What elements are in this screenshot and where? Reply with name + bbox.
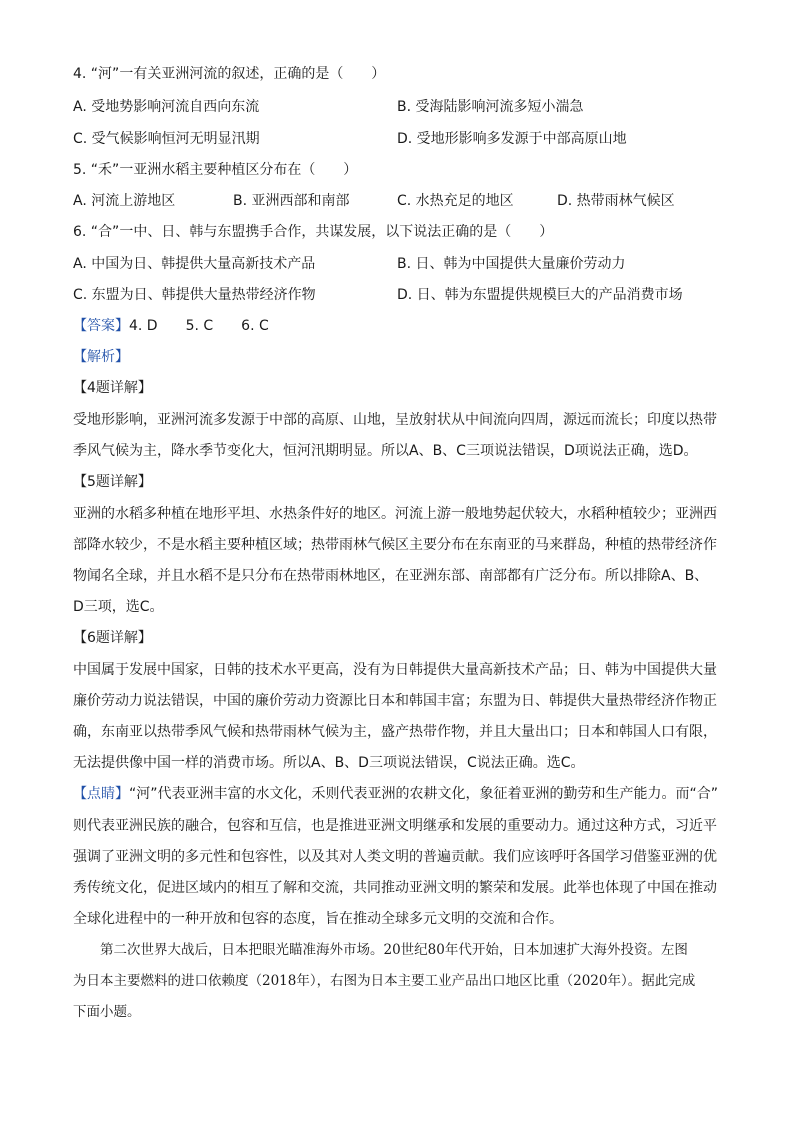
- detail-5-tag: 【5题详解】: [73, 474, 152, 490]
- answer-line: [73, 316, 269, 336]
- question-5-option-b: B. 亚洲西部和南部: [233, 193, 350, 209]
- detail-6-line: 确，东南亚以热带季风气候和热带雨林气候为主，盛产热带作物，并且大量出口；日本和韩国人口有限，: [73, 724, 717, 740]
- question-4-stem: 4. “河”一有关亚洲河流的叙述，正确的是（ ）: [73, 66, 386, 82]
- question-5-stem: 5. “禾”一亚洲水稻主要种植区分布在（ ）: [73, 162, 358, 178]
- question-4-option-a: A. 受地势影响河流自西向东流: [73, 99, 260, 115]
- intro-line: 为日本主要燃料的进口依赖度（2018年），右图为日本主要工业产品出口地区比重（2020年）。据此完成: [73, 973, 696, 989]
- question-6-stem: 6. “合”一中、日、韩与东盟携手合作，共谋发展，以下说法正确的是（ ）: [73, 224, 554, 240]
- comment-first-text: “河”代表亚洲丰富的水文化，禾则代表亚洲的农耕文化，象征着亚洲的勤劳和生产能力。而“合”: [129, 786, 719, 802]
- detail-5-line: 部降水较少，不是水稻主要种植区域；热带雨林气候区主要分布在东南亚的马来群岛，种植的热带经济作: [73, 537, 717, 553]
- detail-5-line: 物闻名全球，并且水稻不是只分布在热带雨林地区，在亚洲东部、南部都有广泛分布。所以排除A、B、: [73, 568, 709, 584]
- comment-line: 强调了亚洲文明的多元性和包容性，以及其对人类文明的普遍贡献。我们应该呼吁各国学习借鉴亚洲的优: [73, 849, 717, 865]
- detail-5-line: 亚洲的水稻多种植在地形平坦、水热条件好的地区。河流上游一般地势起伏较大，水稻种植较少；亚洲西: [73, 506, 717, 522]
- detail-6-line: 廉价劳动力说法错误，中国的廉价劳动力资源比日本和韩国丰富；东盟为日、韩提供大量热带经济作物正: [73, 693, 717, 709]
- detail-6-line: 中国属于发展中国家，日韩的技术水平更高，没有为日韩提供大量高新技术产品；日、韩为中国提供大量: [73, 662, 717, 678]
- answer-tag: 【答案】: [73, 318, 129, 334]
- answer-text: 4. D 5. C 6. C: [129, 318, 269, 334]
- analysis-tag: 【解析】: [73, 349, 129, 365]
- question-4-option-d: D. 受地形影响多发源于中部高原山地: [397, 131, 627, 147]
- question-5-option-d: D. 热带雨林气候区: [557, 193, 675, 209]
- comment-line: 全球化进程中的一种开放和包容的态度，旨在推动全球多元文明的交流和合作。: [73, 911, 563, 927]
- question-6-option-c: C. 东盟为日、韩提供大量热带经济作物: [73, 287, 316, 303]
- question-5-option-c: C. 水热充足的地区: [397, 193, 514, 209]
- detail-4-tag: 【4题详解】: [73, 380, 152, 396]
- detail-4-line: 季风气候为主，降水季节变化大，恒河汛期明显。所以A、B、C三项说法错误，D项说法正确，选D。: [73, 443, 698, 459]
- question-6-option-b: B. 日、韩为中国提供大量廉价劳动力: [397, 256, 626, 272]
- comment-tag: 【点睛】: [73, 786, 129, 802]
- question-4-option-c: C. 受气候影响恒河无明显汛期: [73, 131, 260, 147]
- comment-line: 则代表亚洲民族的融合，包容和互信，也是推进亚洲文明继承和发展的重要动力。通过这种方式，习近平: [73, 818, 717, 834]
- detail-6-tag: 【6题详解】: [73, 630, 152, 646]
- detail-6-line: 无法提供像中国一样的消费市场。所以A、B、D三项说法错误，C说法正确。选C。: [73, 755, 585, 771]
- comment-first-line: [73, 784, 723, 804]
- comment-line: 秀传统文化，促进区域内的相互了解和交流，共同推动亚洲文明的繁荣和发展。此举也体现了中国在推动: [73, 880, 717, 896]
- question-5-option-a: A. 河流上游地区: [73, 193, 176, 209]
- detail-5-line: D三项，选C。: [73, 599, 164, 615]
- question-6-option-a: A. 中国为日、韩提供大量高新技术产品: [73, 256, 316, 272]
- intro-line: 第二次世界大战后，日本把眼光瞄准海外市场。20世纪80年代开始，日本加速扩大海外投资。左图: [73, 942, 688, 958]
- question-4-option-b: B. 受海陆影响河流多短小湍急: [397, 99, 584, 115]
- intro-line: 下面小题。: [73, 1004, 141, 1020]
- detail-4-line: 受地形影响，亚洲河流多发源于中部的高原、山地，呈放射状从中间流向四周，源远而流长；印度以热带: [73, 412, 717, 428]
- question-6-option-d: D. 日、韩为东盟提供规模巨大的产品消费市场: [397, 287, 683, 303]
